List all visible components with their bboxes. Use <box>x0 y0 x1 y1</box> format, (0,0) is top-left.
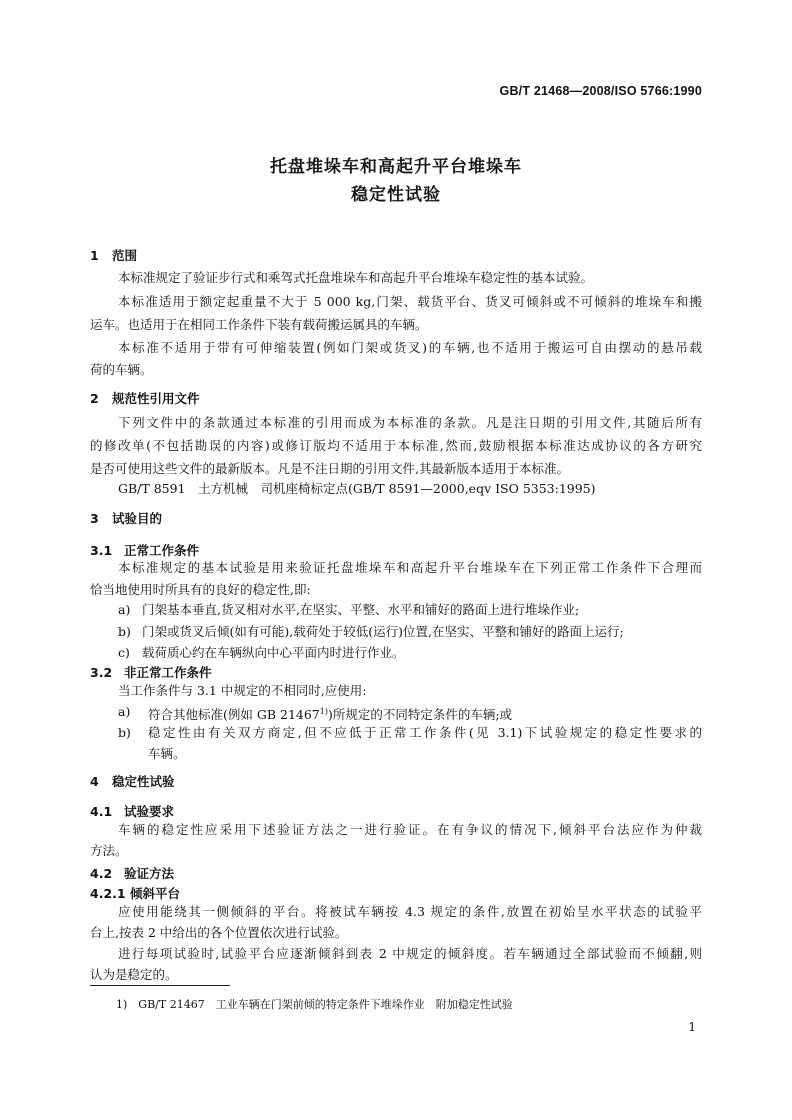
section-3-1-heading: 3.1 正常工作条件 <box>90 543 200 558</box>
normative-reference: GB/T 8591 土方机械 司机座椅标定点(GB/T 8591—2000,eqv ISO 5353:1995) <box>118 481 596 496</box>
section-4-2-heading: 4.2 验证方法 <box>90 866 175 881</box>
document-title-line2: 稳定性试验 <box>351 185 441 205</box>
section-3-2-para: 当工作条件与 3.1 中规定的不相同时,应使用: <box>118 683 367 698</box>
list-item: b) 门架或货叉后倾(如有可能),载荷处于较低(运行)位置,在坚实、平整和铺好的路面上运行; <box>118 624 624 639</box>
page-number: 1 <box>688 1020 696 1034</box>
section-4-1-heading: 4.1 试验要求 <box>90 804 175 819</box>
section-1-para-3-line-2: 荷的车辆。 <box>90 362 153 377</box>
section-3-1-para-line-2: 恰当地使用时所具有的良好的稳定性,即: <box>90 582 311 597</box>
section-2-para-line-3: 是否可使用这些文件的最新版本。凡是不注日期的引用文件,其最新版本适用于本标准。 <box>90 461 569 476</box>
footnote: 1) GB/T 21467 工业车辆在门架前倾的特定条件下堆垛作业 附加稳定性试验 <box>116 998 513 1011</box>
section-4-2-1-para-1-line-2: 台上,按表 2 中给出的各个位置依次进行试验。 <box>90 925 348 940</box>
section-3-heading: 3 试验目的 <box>90 511 163 526</box>
section-1-para-1: 本标准规定了验证步行式和乘驾式托盘堆垛车和高起升平台堆垛车稳定性的基本试验。 <box>118 270 594 285</box>
section-3-2-heading: 3.2 非正常工作条件 <box>90 665 212 680</box>
section-2-heading: 2 规范性引用文件 <box>90 391 200 406</box>
list-item: a) 门架基本垂直,货叉相对水平,在坚实、平整、水平和铺好的路面上进行堆垛作业; <box>118 602 580 617</box>
section-1-para-2-line-1: 本标准适用于额定起重量不大于 5 000 kg,门架、载货平台、货叉可倾斜或不可倾斜的堆垛车和搬 <box>118 294 702 309</box>
section-1-para-3-line-1: 本标准不适用于带有可伸缩装置(例如门架或货叉)的车辆,也不适用于搬运可自由摆动的悬吊载 <box>118 340 702 355</box>
section-4-2-1-para-2-line-1: 进行每项试验时,试验平台应逐渐倾斜到表 2 中规定的倾斜度。若车辆通过全部试验而不倾翻,则 <box>118 946 702 961</box>
section-4-2-1-para-1-line-1: 应使用能绕其一侧倾斜的平台。将被试车辆按 4.3 规定的条件,放置在初始呈水平状态的试验平 <box>118 904 702 919</box>
section-3-1-para-line-1: 本标准规定的基本试验是用来验证托盘堆垛车和高起升平台堆垛车在下列正常工作条件下合理而 <box>118 560 702 575</box>
section-4-1-para-line-2: 方法。 <box>90 843 128 858</box>
section-4-2-1-para-2-line-2: 认为是稳定的。 <box>90 967 178 982</box>
list-item-continuation: 车辆。 <box>148 746 186 761</box>
list-item: b) 稳定性由有关双方商定,但不应低于正常工作条件(见 3.1)下试验规定的稳定性要求的 <box>118 725 702 740</box>
standard-code: GB/T 21468—2008/ISO 5766:1990 <box>499 84 702 98</box>
list-item: c) 载荷质心约在车辆纵向中心平面内时进行作业。 <box>118 645 405 660</box>
section-4-1-para-line-1: 车辆的稳定性应采用下述验证方法之一进行验证。在有争议的情况下,倾斜平台法应作为仲裁 <box>118 822 702 837</box>
document-title-line1: 托盘堆垛车和高起升平台堆垛车 <box>270 157 522 177</box>
section-2-para-line-1: 下列文件中的条款通过本标准的引用而成为本标准的条款。凡是注日期的引用文件,其随后所有 <box>118 415 702 430</box>
section-4-heading: 4 稳定性试验 <box>90 774 175 789</box>
section-4-2-1-heading: 4.2.1 倾斜平台 <box>90 886 181 901</box>
section-1-heading: 1 范围 <box>90 248 138 263</box>
section-2-para-line-2: 的修改单(不包括勘误的内容)或修订版均不适用于本标准,然而,鼓励根据本标准达成协议的各方研究 <box>90 438 702 453</box>
section-1-para-2-line-2: 运车。也适用于在相同工作条件下装有载荷搬运属具的车辆。 <box>90 317 428 332</box>
list-item: a) 符合其他标准(例如 GB 21467$^{1)}$)所规定的不同特定条件的车辆;或 <box>118 704 513 722</box>
footnote-separator <box>90 985 230 986</box>
